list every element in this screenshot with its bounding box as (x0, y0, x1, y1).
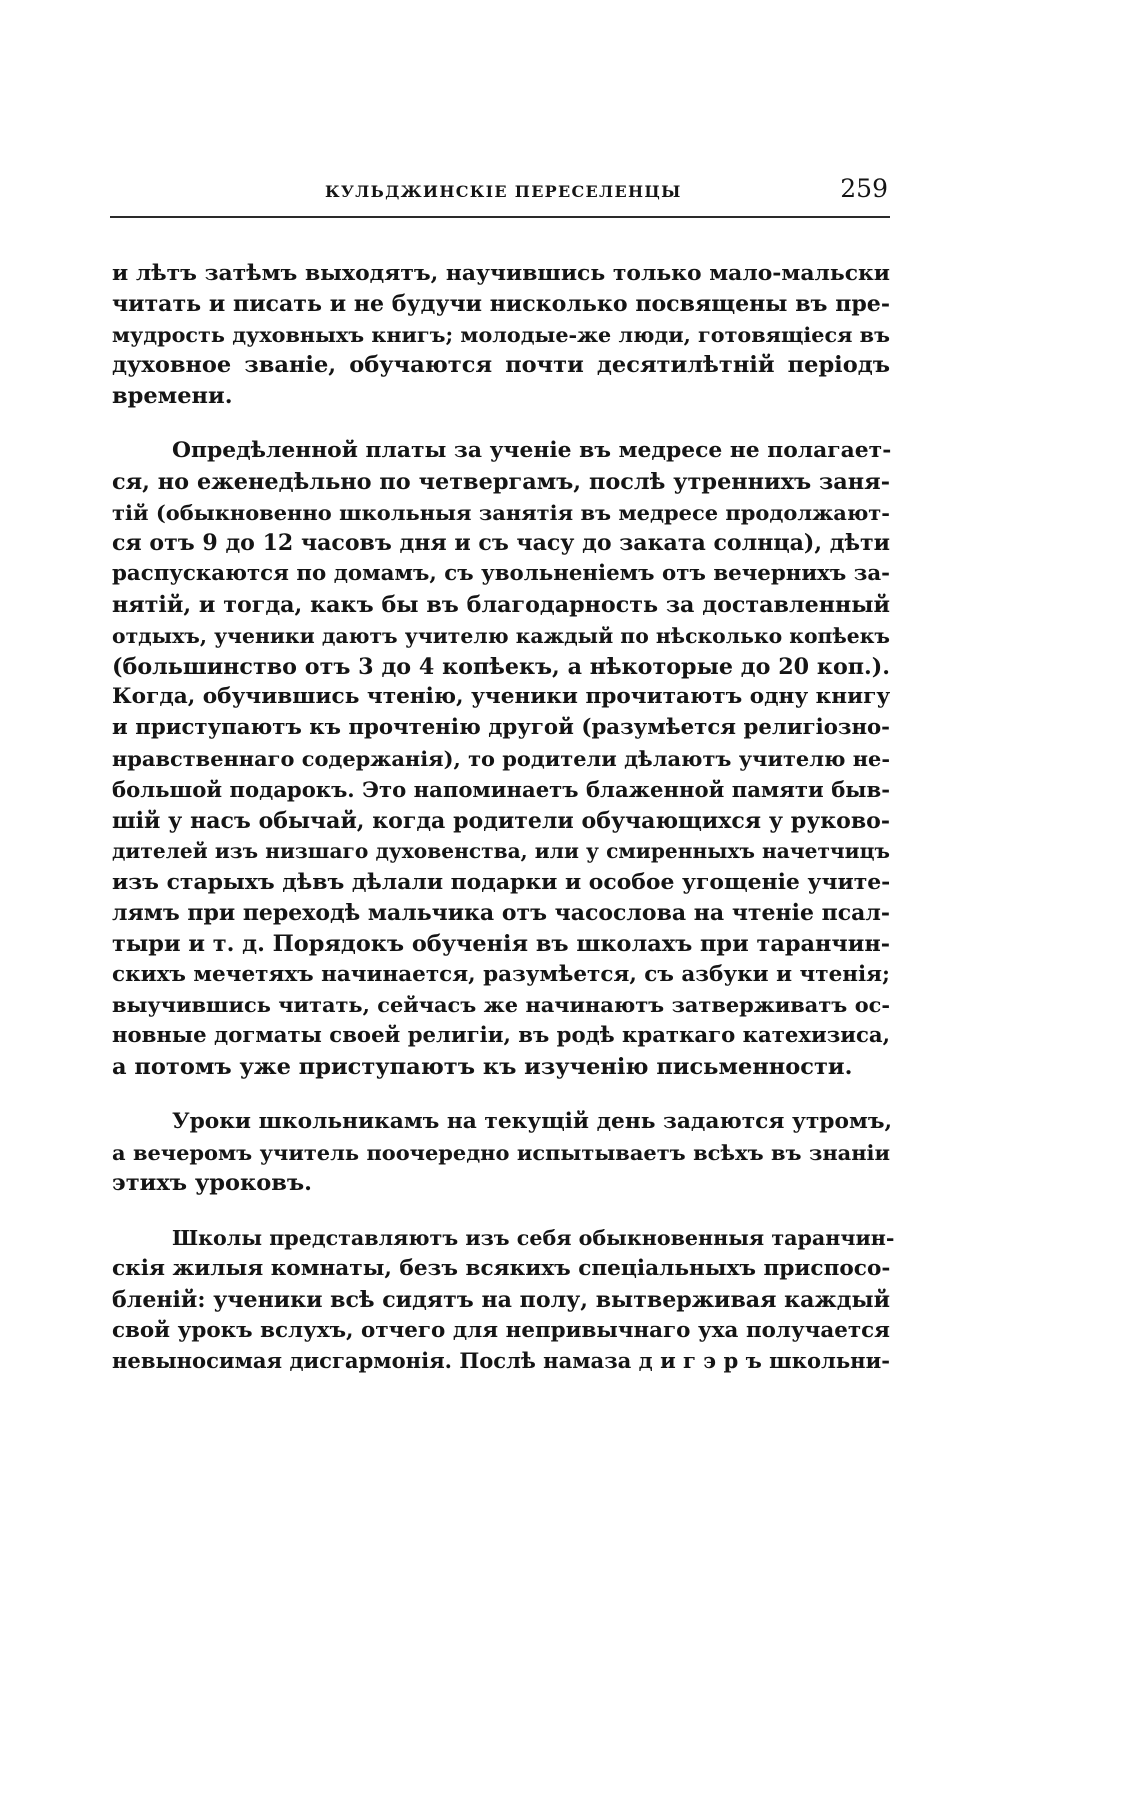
page-number: 259 (840, 174, 888, 203)
text-line: выучившись читать, сейчасъ же начинаютъ затверживатъ ос- (112, 992, 890, 1018)
text-line: невыносимая дисгармонія. Послѣ намаза д и г э р ъ школьни- (112, 1348, 890, 1374)
header-rule (110, 216, 890, 218)
paragraph-4 (112, 1223, 895, 1377)
text-line: скихъ мечетяхъ начинается, разумѣется, съ азбуки и чтенія; (112, 961, 890, 987)
paragraph-3 (112, 1107, 893, 1199)
running-head (110, 174, 890, 212)
text-line: шій у насъ обычай, когда родители обучающихся у руково- (112, 807, 890, 834)
text-line: Уроки школьникамъ на текущій день задаются утромъ, (172, 1108, 893, 1134)
text-line: новные догматы своей религіи, въ родѣ краткаго катехизиса, (112, 1023, 890, 1049)
text-line: и приступаютъ къ прочтенію другой (разумѣется религіозно- (112, 715, 890, 741)
text-line: лямъ при переходѣ мальчика отъ часослова на чтеніе псал- (112, 899, 890, 926)
body-text (112, 258, 895, 1377)
text-line: большой подарокъ. Это напоминаетъ блаженной памяти быв- (112, 776, 890, 802)
paragraph-1 (112, 258, 890, 412)
text-line: Когда, обучившись чтенію, ученики прочитаютъ одну книгу (112, 684, 891, 710)
text-line: и лѣтъ затѣмъ выходятъ, научившись только мало-мальски (112, 260, 890, 286)
text-line: читать и писать и не будучи нисколько посвящены въ пре- (112, 290, 890, 317)
text-line: дителей изъ низшаго духовенства, или у смиренныхъ начетчицъ (112, 839, 890, 864)
text-line: скія жилыя комнаты, безъ всякихъ спеціальныхъ приспосо- (112, 1255, 891, 1281)
text-line: а вечеромъ учитель поочередно испытываетъ всѣхъ въ знаніи (112, 1139, 890, 1165)
text-line: нятій, и тогда, какъ бы въ благодарность за доставленный (112, 591, 890, 618)
text-line: ся отъ 9 до 12 часовъ дня и съ часу до заката солнца), дѣти (112, 530, 890, 557)
text-line: тій (обыкновенно школьныя занятія въ медресе продолжают- (112, 499, 890, 525)
text-line: Школы представляютъ изъ себя обыкновенныя таранчин- (172, 1226, 895, 1251)
text-line: этихъ уроковъ. (112, 1170, 312, 1197)
text-line: тыри и т. д. Порядокъ обученія въ школахъ при таранчин- (112, 930, 890, 957)
running-title: КУЛЬДЖИНСКІЕ ПЕРЕСЕЛЕНЦЫ (325, 182, 682, 201)
text-line: духовное званіе, обучаются почти десятилѣтній періодъ (112, 352, 890, 379)
text-line: распускаются по домамъ, съ увольненіемъ отъ вечернихъ за- (112, 561, 890, 587)
paragraph-2 (112, 436, 890, 1083)
text-line: нравственнаго содержанія), то родители дѣлаютъ учителю не- (112, 745, 890, 771)
text-line: отдыхъ, ученики даютъ учителю каждый по нѣсколько копѣекъ (112, 623, 890, 648)
text-line: мудрость духовныхъ книгъ; молодые-же люди, готовящіеся въ (112, 322, 890, 347)
text-line: бленій: ученики всѣ сидятъ на полу, вытверживая каждый (112, 1286, 890, 1313)
text-line: (большинство отъ 3 до 4 копѣекъ, а нѣкоторые до 20 коп.). (112, 653, 890, 680)
text-line: ся, но еженедѣльно по четвергамъ, послѣ утреннихъ заня- (112, 468, 890, 495)
text-line: изъ старыхъ дѣвъ дѣлали подарки и особое угощеніе учите- (112, 869, 891, 896)
text-line: а потомъ уже приступаютъ къ изученію письменности. (112, 1053, 853, 1080)
text-line: свой урокъ вслухъ, отчего для непривычнаго уха получается (112, 1317, 890, 1343)
text-line: Опредѣленной платы за ученіе въ медресе не полагает- (172, 437, 892, 463)
text-line: времени. (112, 383, 233, 410)
